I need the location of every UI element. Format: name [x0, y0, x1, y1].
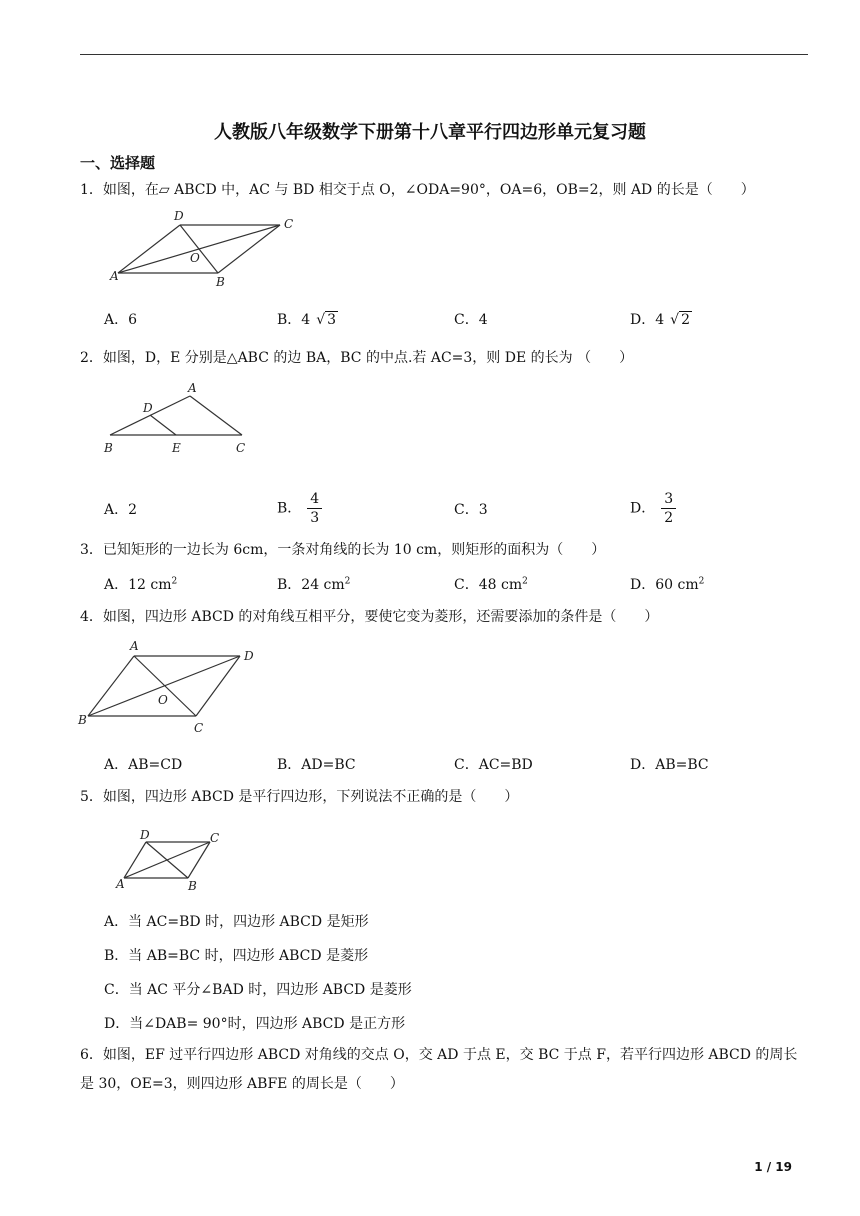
- q3-option-c-text: C．48 cm: [454, 577, 523, 593]
- q3-option-b-text: B．24 cm: [277, 577, 345, 593]
- edge-cb: [218, 225, 280, 273]
- q2-option-a: A．2: [104, 502, 138, 518]
- q4-option-c: C．AC=BD: [454, 757, 533, 773]
- label-a: A: [116, 877, 125, 891]
- q4-option-a: A．AB=CD: [104, 757, 183, 773]
- section-heading: 一、选择题: [80, 154, 156, 172]
- diagonal-bd: [180, 225, 218, 273]
- question-2-figure: [100, 382, 260, 482]
- q2-option-d-prefix: D．: [630, 500, 656, 517]
- q3-option-a: [104, 575, 177, 595]
- question-1-figure: [108, 208, 308, 290]
- edge-ad: [118, 225, 180, 273]
- label-d: D: [143, 401, 153, 415]
- label-c: C: [284, 217, 294, 231]
- segment-de: [150, 415, 176, 435]
- q2-option-d: [630, 490, 676, 527]
- label-a: A: [110, 269, 119, 283]
- question-5-figure: [112, 826, 232, 896]
- label-b: B: [188, 879, 197, 893]
- q1-option-b: B．4 √ 3: [277, 312, 337, 328]
- q1-option-d: D．4 √ 2: [630, 312, 690, 328]
- q3-option-d: [630, 575, 704, 595]
- q3-option-d-sup: 2: [698, 576, 705, 587]
- label-b: B: [216, 275, 225, 289]
- edge-ac: [190, 396, 242, 435]
- label-d: D: [140, 828, 150, 842]
- diagonal-bd: [146, 842, 188, 878]
- label-b: B: [104, 441, 113, 455]
- label-e: E: [172, 441, 181, 455]
- q1-option-c: C．4: [454, 312, 488, 328]
- label-a: A: [130, 639, 139, 653]
- label-d: D: [174, 209, 184, 223]
- question-2-stem: 2．如图，D，E 分别是△ABC 的边 BA，BC 的中点.若 AC=3，则 DE 的长为 （ ）: [80, 350, 634, 366]
- question-3-stem: 3．已知矩形的一边长为 6cm，一条对角线的长为 10 cm，则矩形的面积为（ ）: [80, 542, 606, 558]
- q3-option-d-text: D．60 cm: [630, 577, 699, 593]
- edge-cb: [188, 842, 210, 878]
- q2-option-d-denominator: 2: [664, 510, 674, 526]
- label-o: O: [158, 693, 168, 707]
- q2-option-b-numerator: 4: [307, 490, 322, 509]
- q4-option-d: D．AB=BC: [630, 757, 709, 773]
- question-4-stem: 4．如图，四边形 ABCD 的对角线互相平分，要使它变为菱形，还需要添加的条件是（ ）: [80, 609, 659, 625]
- q1-option-b-prefix: B．4: [277, 312, 311, 328]
- q3-option-b-sup: 2: [344, 576, 351, 587]
- q5-option-d: D．当∠DAB= 90°时，四边形 ABCD 是正方形: [104, 1016, 406, 1032]
- q2-option-b-denominator: 3: [310, 510, 320, 526]
- question-6-stem: 6．如图，EF 过平行四边形 ABCD 对角线的交点 O，交 AD 于点 E，交 BC 于点 F，若平行四边形 ABCD 的周长是 30，OE=3，则四边形 ABFE 的周长是（ ）: [80, 1047, 798, 1092]
- label-c: C: [194, 721, 204, 735]
- q2-option-b-fraction: [307, 490, 322, 527]
- q1-option-d-radicand: 2: [681, 312, 690, 328]
- question-4-figure: [76, 638, 266, 740]
- q3-option-a-sup: 2: [171, 576, 178, 587]
- edge-ad: [124, 842, 146, 878]
- q2-option-c: C．3: [454, 502, 488, 518]
- document-title: 人教版八年级数学下册第十八章平行四边形单元复习题: [214, 122, 646, 143]
- label-b: B: [78, 713, 87, 727]
- q3-option-c: [454, 575, 528, 595]
- label-c: C: [236, 441, 246, 455]
- header-rule: [80, 54, 808, 55]
- page-number: 1 / 19: [754, 1160, 792, 1174]
- q3-option-a-text: A．12 cm: [104, 577, 172, 593]
- q2-option-b-prefix: B．: [277, 500, 302, 517]
- q5-option-c: C．当 AC 平分∠BAD 时，四边形 ABCD 是菱形: [104, 982, 412, 998]
- q2-option-b: [277, 490, 322, 527]
- q1-option-a: A．6: [104, 312, 138, 328]
- q3-option-b: [277, 575, 350, 595]
- label-o: O: [190, 251, 200, 265]
- q4-option-b: B．AD=BC: [277, 757, 356, 773]
- label-d: D: [244, 649, 254, 663]
- q1-option-b-radicand: 3: [327, 312, 337, 328]
- label-a: A: [188, 382, 197, 395]
- q1-option-d-prefix: D．4: [630, 312, 665, 328]
- q2-option-d-numerator: 3: [661, 490, 676, 509]
- q5-option-a: A．当 AC=BD 时，四边形 ABCD 是矩形: [104, 914, 369, 930]
- label-c: C: [210, 831, 220, 845]
- question-1-stem: 1．如图，在▱ ABCD 中，AC 与 BD 相交于点 O，∠ODA=90°，OA=6，OB=2，则 AD 的长是（ ）: [80, 182, 755, 198]
- q3-option-c-sup: 2: [522, 576, 528, 587]
- q5-option-b: B．当 AB=BC 时，四边形 ABCD 是菱形: [104, 948, 369, 964]
- question-5-stem: 5．如图，四边形 ABCD 是平行四边形，下列说法不正确的是（ ）: [80, 789, 519, 805]
- q2-option-d-fraction: [661, 490, 676, 527]
